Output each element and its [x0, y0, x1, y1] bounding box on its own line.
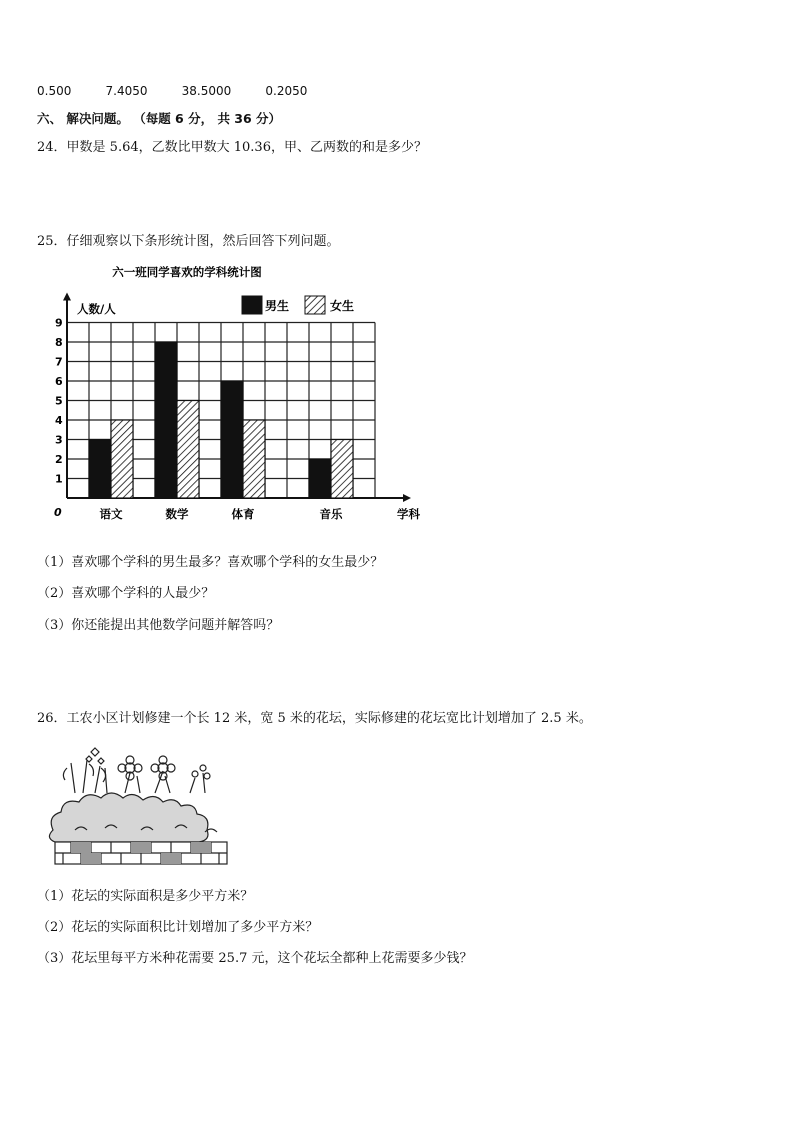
y-tick-label: 8	[55, 336, 63, 349]
legend-label-girls: 女生	[330, 299, 355, 313]
question-25-sub-3: （3）你还能提出其他数学问题并解答吗？	[37, 618, 280, 633]
x-axis-arrow	[403, 494, 411, 502]
y-tick-label: 4	[55, 414, 63, 427]
legend-label-boys: 男生	[265, 299, 290, 313]
question-26-stem: 26．工农小区计划修建一个长 12 米，宽 5 米的花坛，实际修建的花坛宽比计划增加了 2.5 米。	[37, 711, 592, 726]
bar-boys	[221, 381, 243, 498]
legend-swatch-girls	[305, 296, 325, 314]
answer-value: 7.4050	[105, 84, 148, 98]
y-tick-label: 3	[55, 433, 63, 447]
y-tick-label: 9	[55, 316, 63, 330]
question-26-sub-3: （3）花坛里每平方米种花需要 25.7 元，这个花坛全都种上花需要多少钱？	[37, 951, 473, 966]
x-tick-label: 语文	[99, 507, 123, 521]
question-26-sub-1: （1）花坛的实际面积是多少平方米？	[37, 889, 254, 904]
subject-bar-chart	[37, 258, 420, 538]
chart-title: 六一班同学喜欢的学科统计图	[112, 265, 262, 279]
flower-bed-illustration	[45, 738, 245, 868]
answer-value: 0.2050	[265, 84, 308, 98]
y-axis-arrow	[63, 293, 71, 301]
bar-boys	[89, 440, 111, 499]
x-tick-label: 体育	[231, 507, 255, 521]
section-title: 六、 解决问题。 （每题 6 分， 共 36 分）	[37, 111, 282, 126]
answer-value: 38.5000	[181, 84, 232, 98]
y-tick-label: 5	[55, 394, 63, 408]
y-tick-label: 7	[55, 355, 63, 369]
answer-value: 0.500	[37, 84, 72, 98]
y-axis-label: 人数/人	[77, 302, 116, 316]
legend-swatch-boys	[242, 296, 262, 314]
question-26-sub-2: （2）花坛的实际面积比计划增加了多少平方米？	[37, 920, 319, 935]
x-axis-label: 学科	[397, 507, 420, 521]
y-tick-label: 6	[55, 375, 63, 388]
question-24: 24．甲数是 5.64，乙数比甲数大 10.36，甲、乙两数的和是多少？	[37, 140, 427, 155]
bar-boys	[309, 459, 331, 498]
bar-girls	[331, 440, 353, 499]
bar-boys	[155, 342, 177, 498]
y-tick-label: 2	[55, 453, 63, 466]
bar-girls	[243, 420, 265, 498]
y-tick-label: 0	[54, 506, 62, 519]
previous-answers	[37, 84, 337, 99]
question-25-sub-2: （2）喜欢哪个学科的人最少？	[37, 586, 215, 601]
bar-girls	[111, 420, 133, 498]
bar-girls	[177, 401, 199, 499]
question-25-sub-1: （1）喜欢哪个学科的男生最多？喜欢哪个学科的女生最少？	[37, 555, 384, 570]
x-tick-label: 数学	[165, 507, 189, 521]
question-25-stem: 25．仔细观察以下条形统计图，然后回答下列问题。	[37, 234, 340, 249]
y-tick-label: 1	[55, 472, 63, 486]
x-tick-label: 音乐	[319, 507, 343, 521]
